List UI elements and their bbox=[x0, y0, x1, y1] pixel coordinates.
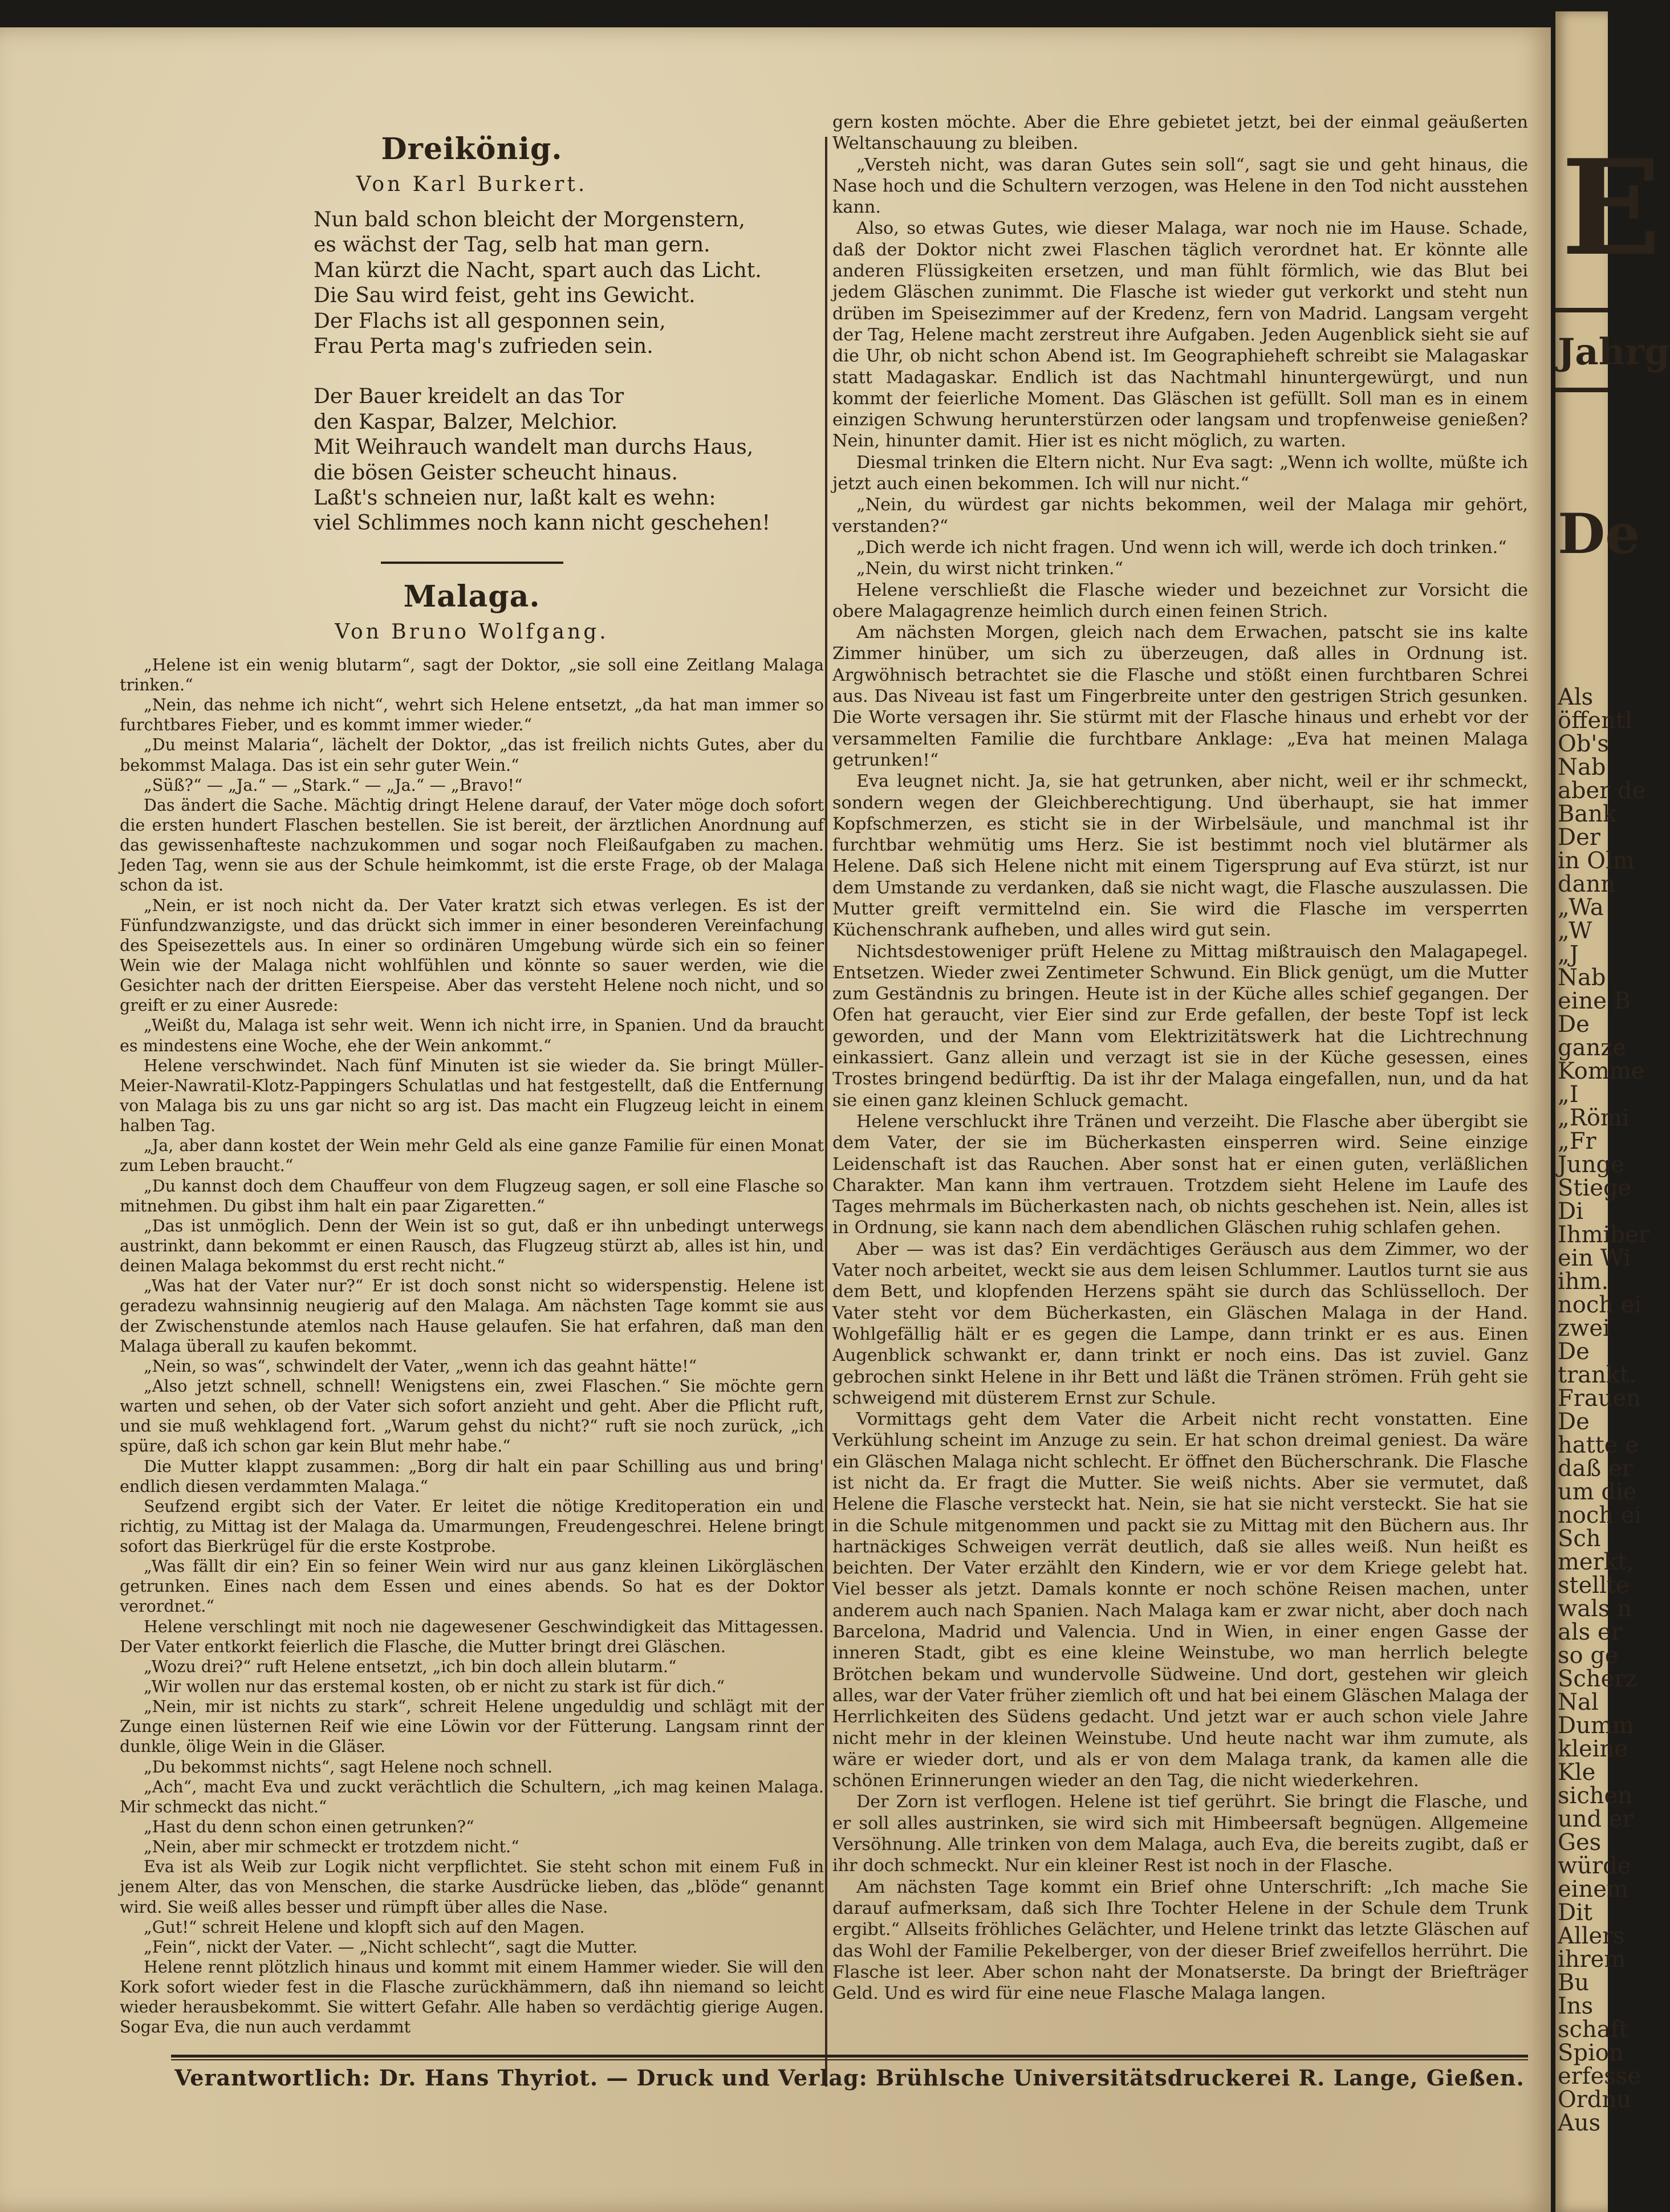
neighbor-text-fragment: „I bbox=[1558, 1081, 1579, 1108]
story-paragraph: Seufzend ergibt sich der Vater. Er leitet die nötige Kreditoperation ein und richtig, zu Mittag ist der Malaga da. Umarmungen, Freudengeschrei. Helene bringt sofort das Bierkrügel für die erste Kostprobe. bbox=[120, 1497, 824, 1556]
neighbor-text-fragment: um die bbox=[1558, 1479, 1637, 1505]
story-paragraph: Helene verschwindet. Nach fünf Minuten ist sie wieder da. Sie bringt Müller-Meier-Nawratil-Klotz-Pappingers Schulatlas und hat festgestellt, daß die Entfernung von Malaga bis zu uns gar nicht so arg ist. Das macht ein Flugzeug leicht in einem halben Tag. bbox=[120, 1056, 824, 1136]
story-paragraph: „Hast du denn schon einen getrunken?“ bbox=[144, 1817, 474, 1837]
neighbor-text-fragment: Der bbox=[1558, 824, 1600, 851]
poem-line: die bösen Geister scheucht hinaus. bbox=[314, 461, 678, 485]
neighbor-text-fragment: und er bbox=[1558, 1806, 1634, 1832]
neighbor-text-fragment: merkt, bbox=[1558, 1549, 1634, 1575]
neighbor-text-fragment: ihrem bbox=[1558, 1946, 1626, 1973]
imprint-footer: Verantwortlich: Dr. Hans Thyriot. — Druck und Verlag: Brühlsche Universitätsdruckerei R. Lange, Gießen. bbox=[174, 2065, 1525, 2091]
neighbor-text-fragment: Dit bbox=[1558, 1900, 1592, 1926]
story-paragraph: Aber — was ist das? Ein verdächtiges Geräusch aus dem Zimmer, wo der Vater noch arbeitet, weckt sie aus dem leisen Schlummer. Lautlos turnt sie aus dem Bett, und klopfenden Herzens späht sie durch das Schlüsselloch. Der Vater steht vor dem Bücherkasten, ein Gläschen Malaga in der Hand. Wohlgefällig hält er es gegen die Lampe, dann trinkt er es aus. Einen Augenblick schwankt er, dann trinkt er noch eins. Das ist zuviel. Ganz gebrochen sinkt Helene in ihr Bett und läßt die Tränen strömen. Früh geht sie schweigend mit düsterem Ernst zur Schule. bbox=[832, 1239, 1528, 1408]
poem-line: es wächst der Tag, selb hat man gern. bbox=[314, 233, 710, 257]
story-paragraph: Das ändert die Sache. Mächtig dringt Helene darauf, der Vater möge doch sofort die ersten hundert Flaschen bestellen. Sie ist bereit, der ärztlichen Anordnung auf das gewissenhafteste nachzukommen und sogar noch Fleißaufgaben zu machen. Jeden Tag, wenn sie aus der Schule heimkommt, ist die erste Frage, ob der Malaga schon da ist. bbox=[120, 795, 824, 895]
story-paragraph: „Was hat der Vater nur?“ Er ist doch sonst nicht so widerspenstig. Helene ist geradezu wahnsinnig neugierig auf den Malaga. Am nächsten Tage kommt sie aus der Zwischenstunde atemlos nach Hause gelaufen. Sie hat erfahren, daß man den Malaga überall zu kaufen bekommt. bbox=[120, 1276, 824, 1356]
poem-line: Mit Weihrauch wandelt man durchs Haus, bbox=[314, 436, 754, 460]
neighbor-text-fragment: noch ei bbox=[1558, 1292, 1642, 1318]
right-column bbox=[832, 112, 1528, 2004]
story-paragraph: Diesmal trinken die Eltern nicht. Nur Eva sagt: „Wenn ich wollte, müßte ich jetzt auch einen bekommen. Ich will nur nicht.“ bbox=[832, 452, 1528, 494]
neighbor-heading: De bbox=[1558, 502, 1640, 566]
neighbor-text-fragment: würde bbox=[1558, 1853, 1631, 1879]
neighbor-text-fragment: schaft bbox=[1558, 2016, 1628, 2043]
story-paragraph: „Nein, so was“, schwindelt der Vater, „wenn ich das geahnt hätte!“ bbox=[144, 1356, 697, 1376]
neighbor-text-fragment: Als bbox=[1558, 684, 1594, 710]
story-paragraph: Also, so etwas Gutes, wie dieser Malaga, war noch nie im Hause. Schade, daß der Doktor nicht zwei Flaschen täglich verordnet hat. Er könnte alle anderen Flüssigkeiten ersetzen, und man fühlt förmlich, wie das Blut bei jedem Gläschen zunimmt. Die Flasche ist wieder gut verkorkt und steht nun drüben im Speisezimmer auf der Kredenz, fern von Madrid. Langsam vergeht der Tag, Helene macht zerstreut ihre Aufgaben. Jeden Augenblick sieht sie auf die Uhr, ob nicht schon Abend ist. Im Geographieheft schreibt sie Malagaskar statt Madagaskar. Endlich ist das Nachtmahl hinuntergewürgt, und nun kommt der feierliche Moment. Das Gläschen ist gefüllt. Soll man es in einem einzigen Schwung herunterstürzen oder langsam und tropfenweise genießen? Nein, hinunter damit. Hier ist es nicht möglich, zu warten. bbox=[832, 218, 1528, 452]
neighbor-rule bbox=[1555, 388, 1608, 392]
neighbor-text-fragment: Bu bbox=[1558, 1970, 1590, 1996]
story-paragraph: „Helene ist ein wenig blutarm“, sagt der Doktor, „sie soll eine Zeitlang Malaga trinken.“ bbox=[120, 655, 824, 695]
story-paragraph: „Du kannst doch dem Chauffeur von dem Flugzeug sagen, er soll eine Flasche so mitnehmen. Du gibst ihm halt ein paar Zigaretten.“ bbox=[120, 1176, 824, 1215]
neighbor-text-fragment: als er bbox=[1558, 1619, 1622, 1645]
neighbor-text-fragment: „Wa bbox=[1558, 894, 1604, 921]
neighbor-text-fragment: Nab bbox=[1558, 965, 1606, 991]
neighbor-text-fragment: Ordnu bbox=[1558, 2087, 1632, 2113]
story-paragraph: Am nächsten Tage kommt ein Brief ohne Unterschrift: „Ich mache Sie darauf aufmerksam, daß sich Ihre Tochter Helene in der Schule dem Trunk ergibt.“ Allseits fröhliches Gelächter, und Helene trinkt das letzte Gläschen auf das Wohl der Familie Pekelberger, von der dieser Brief zweifellos herrührt. Die Flasche ist leer. Aber schon naht der Monatserste. Da bringt der Briefträger Geld. Und es wird für eine neue Flasche Malaga langen. bbox=[832, 1877, 1528, 2004]
story-paragraph: „Du bekommst nichts“, sagt Helene noch schnell. bbox=[144, 1757, 553, 1776]
neighbor-text-fragment: stellte bbox=[1558, 1572, 1630, 1599]
neighbor-text-fragment: Scherz bbox=[1558, 1666, 1638, 1692]
story-paragraph: Eva ist als Weib zur Logik nicht verpflichtet. Sie steht schon mit einem Fuß in jenem Alter, das von Menschen, die starke Ausdrücke lieben, das „blöde“ genannt wird. Sie weiß alles besser und rümpft über alles die Nase. bbox=[120, 1857, 824, 1917]
section-divider bbox=[381, 562, 563, 564]
story-paragraph: Eva leugnet nicht. Ja, sie hat getrunken, aber nicht, weil er ihr schmeckt, sondern wegen der Gleichberechtigung. Und überhaupt, sie hat immer Kopfschmerzen, es sticht sie in der Wirbelsäule, und manchmal ist ihr furchtbar wehmütig ums Herz. Sie ist bestimmt noch viel blutärmer als Helene. Daß sich Helene nicht mit einem Tigersprung auf Eva stürzt, ist nur dem Umstande zu verdanken, daß sie nicht wagt, die Flasche auszulassen. Die Mutter greift vermittelnd ein. Sie wird die Flasche im versperrten Küchenschrank aufheben, und alles wird gut sein. bbox=[832, 771, 1528, 941]
neighbor-text-fragment: Nab bbox=[1558, 754, 1606, 780]
neighbor-text-fragment: dann bbox=[1558, 871, 1615, 897]
neighbor-text-fragment: Sch bbox=[1558, 1526, 1601, 1552]
neighbor-text-fragment: ganze bbox=[1558, 1035, 1626, 1061]
poem-body bbox=[314, 208, 824, 536]
neighbor-text-fragment: ein Wi bbox=[1558, 1245, 1631, 1271]
poem-line: Der Flachs ist all gesponnen sein, bbox=[314, 309, 666, 333]
neighbor-text-fragment: Kle bbox=[1558, 1759, 1596, 1786]
story-paragraph: Der Zorn ist verflogen. Helene ist tief gerührt. Sie bringt die Flasche, und er soll alles austrinken, sie wird sich mit Himbeersaft begnügen. Allgemeine Versöhnung. Alle trinken von dem Malaga, auch Eva, die bereits zugibt, daß er ihr doch schmeckt. Nur ein kleiner Rest ist noch in der Flasche. bbox=[832, 1792, 1528, 1876]
story-paragraph: „Das ist unmöglich. Denn der Wein ist so gut, daß er ihn unbedingt unterwegs austrinkt, dann bekommt er einen Rausch, das Flugzeug stürzt ab, alles ist hin, und deinen Malaga bekommst du erst recht nicht.“ bbox=[120, 1216, 824, 1276]
neighbor-text-fragment: zwei bbox=[1558, 1315, 1610, 1341]
story-paragraph: Nichtsdestoweniger prüft Helene zu Mittag mißtrauisch den Malagapegel. Entsetzen. Wieder zwei Zentimeter Schwund. Ein Blick genügt, um die Mutter zum Geständnis zu bringen. Heute ist in der Küche alles schief gegangen. Der Ofen hat geraucht, vier Eier sind zur Erde gefallen, der beste Topf ist leck geworden, und der Mann vom Elektrizitätswerk hat die Lichtrechnung einkassiert. Ganz allein und verzagt ist sie in der Küche gesessen, eines Trostes bringend bedürftig. Da ist ihr der Malaga eingefallen, nun, und da hat sie einen ganz kleinen Schluck gemacht. bbox=[832, 941, 1528, 1111]
story-right-text bbox=[832, 112, 1528, 2004]
poem-author: Von Karl Burkert. bbox=[356, 173, 588, 196]
story-paragraph: gern kosten möchte. Aber die Ehre gebietet jetzt, bei der einmal geäußerten Weltanschauung zu bleiben. bbox=[832, 112, 1528, 154]
adjacent-page-edge bbox=[1555, 11, 1670, 2212]
neighbor-text-fragment: erfesse bbox=[1558, 2063, 1641, 2089]
neighbor-text-fragment: wals n bbox=[1558, 1596, 1632, 1622]
story-paragraph: „Ach“, macht Eva und zuckt verächtlich die Schultern, „ich mag keinen Malaga. Mir schmeckt das nicht.“ bbox=[120, 1777, 824, 1816]
poem-line: viel Schlimmes noch kann nicht geschehen! bbox=[314, 511, 770, 535]
neighbor-text-fragment: „W bbox=[1558, 918, 1592, 944]
story-paragraph: „Gut!“ schreit Helene und klopft sich auf den Magen. bbox=[144, 1917, 585, 1937]
masthead-letter: E bbox=[1561, 131, 1661, 285]
story-paragraph: „Nein, du wirst nicht trinken.“ bbox=[856, 559, 1124, 579]
neighbor-text-fragment: „Fr bbox=[1558, 1128, 1596, 1154]
poem-line: Die Sau wird feist, geht ins Gewicht. bbox=[314, 284, 696, 308]
neighbor-text-fragment: Bank bbox=[1558, 801, 1617, 827]
neighbor-text-fragment: kleine bbox=[1558, 1736, 1628, 1762]
story-author: Von Bruno Wolfgang. bbox=[335, 620, 609, 644]
footer-rule bbox=[171, 2059, 1528, 2060]
neighbor-text-fragment: trankt. bbox=[1558, 1362, 1636, 1388]
neighbor-text-fragment: eine B bbox=[1558, 988, 1631, 1014]
neighbor-text-fragment: Allers bbox=[1558, 1923, 1625, 1949]
story-paragraph: „Fein“, nickt der Vater. — „Nicht schlecht“, sagt die Mutter. bbox=[144, 1937, 638, 1957]
story-paragraph: „Wozu drei?“ ruft Helene entsetzt, „ich bin doch allein blutarm.“ bbox=[144, 1657, 677, 1676]
neighbor-rule bbox=[1555, 308, 1608, 312]
neighbor-text-fragment: „Römi bbox=[1558, 1105, 1630, 1131]
neighbor-heading: Jahrg bbox=[1558, 331, 1670, 373]
story-paragraph: Helene verschließt die Flasche wieder und bezeichnet zur Vorsicht die obere Malagagrenze heimlich durch einen feinen Strich. bbox=[832, 580, 1528, 621]
neighbor-text-fragment: ihm. bbox=[1558, 1268, 1609, 1295]
neighbor-text-fragment: Ins bbox=[1558, 1993, 1594, 2019]
neighbor-text-fragment: hatte e bbox=[1558, 1432, 1639, 1458]
neighbor-text-fragment: öffentl bbox=[1558, 707, 1632, 734]
neighbor-text-fragment: sichen bbox=[1558, 1783, 1632, 1809]
neighbor-text-fragment: in Olm bbox=[1558, 848, 1635, 874]
poem-line: Man kürzt die Nacht, spart auch das Licht. bbox=[314, 258, 762, 282]
story-paragraph: „Wir wollen nur das erstemal kosten, ob er nicht zu stark ist für dich.“ bbox=[144, 1677, 725, 1697]
story-title: Malaga. bbox=[403, 579, 541, 614]
story-paragraph: „Nein, das nehme ich nicht“, wehrt sich Helene entsetzt, „da hat man immer so furchtbares Fieber, und es kommt immer wieder.“ bbox=[120, 696, 824, 735]
poem-line: Frau Perta mag's zufrieden sein. bbox=[314, 335, 653, 359]
neighbor-text-fragment: Ob's bbox=[1558, 731, 1609, 757]
neighbor-text-fragment: De bbox=[1558, 1409, 1590, 1435]
poem-line: Der Bauer kreidelt an das Tor bbox=[314, 385, 624, 409]
story-paragraph: „Nein, du würdest gar nichts bekommen, weil der Malaga mir gehört, verstanden?“ bbox=[832, 495, 1528, 536]
neighbor-text-fragment: Komme bbox=[1558, 1058, 1645, 1084]
poem-stanza bbox=[314, 384, 824, 536]
story-paragraph: „Nein, mir ist nichts zu stark“, schreit Helene ungeduldig und schlägt mit der Zunge einen lüsternen Reif wie eine Löwin vor der Fütterung. Langsam rinnt der dunkle, ölige Wein in die Gläser. bbox=[120, 1697, 824, 1756]
neighbor-text-fragment: Junge bbox=[1558, 1152, 1624, 1178]
neighbor-text-fragment: Di bbox=[1558, 1198, 1583, 1225]
story-paragraph: „Nein, aber mir schmeckt er trotzdem nicht.“ bbox=[144, 1837, 519, 1857]
story-paragraph: Helene rennt plötzlich hinaus und kommt mit einem Hammer wieder. Sie will den Kork sofort wieder fest in die Flasche zurückhämmern, daß ihn niemand so leicht wieder herausbekommt. Sie wittert Gefahr. Alle haben so verdächtig gierige Augen. Sogar Eva, die nun auch verdammt bbox=[120, 1958, 824, 2037]
story-paragraph: Vormittags geht dem Vater die Arbeit nicht recht vonstatten. Eine Verkühlung scheint im Anzuge zu sein. Er hat schon dreimal geniest. Da wäre ein Gläschen Malaga nicht schlecht. Er öffnet den Bücherschrank. Die Flasche ist nicht da. Er fragt die Mutter. Sie weiß nichts. Aber sie vermutet, daß Helene die Flasche versteckt hat. Nein, sie hat sie nicht versteckt. Sie hat sie in die Schule mitgenommen und packt sie zu Mittag mit den Büchern aus. Ihr hartnäckiges Schweigen verrät deutlich, daß sie alles weiß. Nun heißt es beichten. Der Vater erzählt den Kindern, wie er vor dem Kriege gelebt hat. Viel besser als jetzt. Damals konnte er noch schöne Reisen machen, unter anderem auch nach Spanien. Nach Malaga kam er zwar nicht, aber doch nach Barcelona, Madrid und Valencia. Und in Wien, in einer engen Gasse der inneren Stadt, gibt es eine kleine Weinstube, wo man herrlich belegte Brötchen bekam und wundervolle Südweine. Und dort, gestehen wir gleich alles, war der Vater früher ziemlich oft und hat bei einem Gläschen Malaga der Herrlichkeiten des Südens gedacht. Und jetzt war er auch schon viele Jahre nicht mehr in der kleinen Weinstube. Und heute nacht war ihm zumute, als wäre er wieder dort, und als er von dem Malaga trank, da kamen alle die schönen Erinnerungen wieder an den Tag, die nicht wiederkehren. bbox=[832, 1409, 1528, 1791]
neighbor-text-fragment: so ge bbox=[1558, 1642, 1619, 1669]
story-paragraph: „Du meinst Malaria“, lächelt der Doktor, „das ist freilich nichts Gutes, aber du bekommst Malaga. Das ist ein sehr guter Wein.“ bbox=[120, 735, 824, 775]
story-paragraph: „Ja, aber dann kostet der Wein mehr Geld als eine ganze Familie für einen Monat zum Leben braucht.“ bbox=[120, 1136, 824, 1176]
story-paragraph: „Weißt du, Malaga ist sehr weit. Wenn ich nicht irre, in Spanien. Und da braucht es mindestens eine Woche, ehe der Wein ankommt.“ bbox=[120, 1016, 824, 1055]
neighbor-text-fragment: Stiege bbox=[1558, 1175, 1632, 1201]
story-paragraph: Die Mutter klappt zusammen: „Borg dir halt ein paar Schilling aus und bring' endlich diesen verdammten Malaga.“ bbox=[120, 1457, 824, 1496]
story-paragraph: Am nächsten Morgen, gleich nach dem Erwachen, patscht sie ins kalte Zimmer hinüber, um sich zu überzeugen, daß alles in Ordnung ist. Argwöhnisch betrachtet sie die Flasche und stößt einen furchtbaren Schrei aus. Das Niveau ist fast um Fingerbreite unter den gestrigen Strich gesunken. Die Worte versagen ihr. Sie stürmt mit der Flasche hinaus und erhebt vor der versammelten Familie die furchtbare Anklage: „Eva hat meinen Malaga getrunken!“ bbox=[832, 623, 1528, 770]
neighbor-text-fragment: Ges bbox=[1558, 1829, 1602, 1856]
poem-line: Nun bald schon bleicht der Morgenstern, bbox=[314, 208, 745, 231]
neighbor-text-fragment: noch ei bbox=[1558, 1502, 1642, 1528]
neighbor-text-fragment: aber de bbox=[1558, 778, 1646, 804]
story-paragraph: „Nein, er ist noch nicht da. Der Vater kratzt sich etwas verlegen. Es ist der Fünfundzwanzigste, und das drückt sich immer in einer besonderen Vereinfachung des Speisezettels aus. In einer so ordinären Umgebung würde sich ein so feiner Wein wie der Malaga nicht wohlfühlen und könnte so sauer werden, wie die Gesichter nach der dritten Eierspeise. Aber das versteht Helene noch nicht, und so greift er zu einer Ausrede: bbox=[120, 896, 824, 1015]
neighbor-text-fragment: einem bbox=[1558, 1876, 1628, 1902]
story-paragraph: Helene verschlingt mit noch nie dagewesener Geschwindigkeit das Mittagessen. Der Vater entkorkt feierlich die Flasche, die Mutter bringt drei Gläschen. bbox=[120, 1617, 824, 1656]
story-paragraph: „Also jetzt schnell, schnell! Wenigstens ein, zwei Flaschen.“ Sie möchte gern warten und sehen, ob der Vater sich sofort anzieht und geht. Aber die Pflicht ruft, und sie muß wehklagend fort. „Warum gehst du nicht?“ ruft sie noch zurück, „ich spüre, daß ich schon gar kein Blut mehr habe.“ bbox=[120, 1376, 824, 1456]
story-paragraph: „Süß?“ — „Ja.“ — „Stark.“ — „Ja.“ — „Bravo!“ bbox=[144, 775, 523, 795]
poem-line: Laßt's schneien nur, laßt kalt es wehn: bbox=[314, 486, 716, 510]
neighbor-text-fragment: Dumm bbox=[1558, 1713, 1634, 1739]
neighbor-text-fragment: „J bbox=[1558, 941, 1579, 967]
neighbor-text-fragment: Ihmiber bbox=[1558, 1222, 1649, 1248]
neighbor-text-fragment: daß er bbox=[1558, 1455, 1633, 1482]
neighbor-text-fragment: De bbox=[1558, 1339, 1590, 1365]
neighbor-text-fragment: De bbox=[1558, 1011, 1590, 1038]
left-column bbox=[120, 132, 824, 2038]
story-paragraph: „Versteh nicht, was daran Gutes sein soll“, sagt sie und geht hinaus, die Nase hoch und die Schultern verzogen, was Helene in den Tod nicht ausstehen kann. bbox=[832, 154, 1528, 218]
neighbor-text-fragment: Spion bbox=[1558, 2040, 1624, 2066]
story-paragraph: „Was fällt dir ein? Ein so feiner Wein wird nur aus ganz kleinen Likörgläschen getrunken. Eines nach dem Essen und eines abends. So hat es der Doktor verordnet.“ bbox=[120, 1557, 824, 1616]
neighbor-text-fragment: Frauen bbox=[1558, 1385, 1641, 1412]
poem-line: den Kaspar, Balzer, Melchior. bbox=[314, 410, 618, 434]
column-rule bbox=[825, 137, 827, 2087]
story-left-text bbox=[120, 655, 824, 2038]
story-paragraph: „Dich werde ich nicht fragen. Und wenn ich will, werde ich doch trinken.“ bbox=[856, 537, 1507, 558]
poem-title: Dreikönig. bbox=[381, 132, 563, 166]
footer-rule bbox=[171, 2055, 1528, 2058]
neighbor-text-fragment: Aus bbox=[1558, 2110, 1601, 2136]
story-paragraph: Helene verschluckt ihre Tränen und verzeiht. Die Flasche aber übergibt sie dem Vater, der sie im Bücherkasten einsperren wird. Seine einzige Leidenschaft ist das Rauchen. Aber sonst hat er einen guten, verläßlichen Charakter. Man kann ihm vertrauen. Trotzdem sieht Helene im Laufe des Tages mehrmals im Bücherkasten nach, ob nichts geschehen ist. Nein, alles ist in Ordnung, sie kann nach dem abendlichen Gläschen ruhig schlafen gehen. bbox=[832, 1111, 1528, 1238]
poem-stanza bbox=[314, 208, 824, 359]
neighbor-text-fragment: Nal bbox=[1558, 1689, 1599, 1715]
